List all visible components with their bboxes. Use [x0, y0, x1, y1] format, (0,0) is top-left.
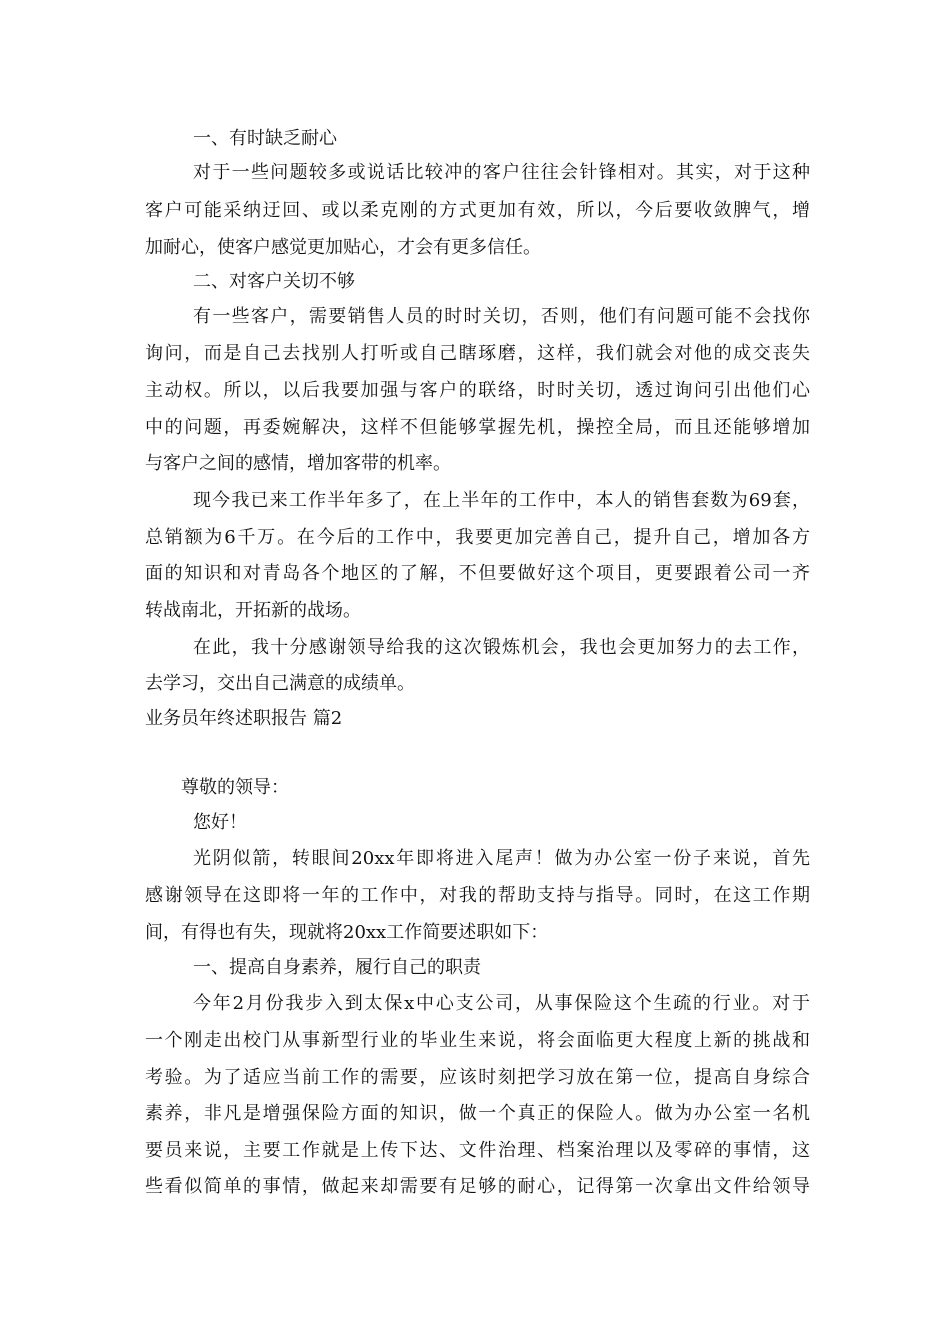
- paragraph-line: 一个刚走出校门从事新型行业的毕业生来说，将会面临更大程度上新的挑战和: [145, 1030, 810, 1051]
- paragraph-line: 有一些客户，需要销售人员的时时关切，否则，他们有问题可能不会找你: [193, 306, 810, 327]
- heading-improve-quality: 一、提高自身素养，履行自己的职责: [193, 957, 481, 978]
- paragraph-line: 感谢领导在这即将一年的工作中，对我的帮助支持与指导。同时，在这工作期: [145, 885, 810, 906]
- paragraph-line: 客户可能采纳迂回、或以柔克刚的方式更加有效，所以，今后要收敛脾气，增: [145, 200, 810, 221]
- heading-lack-patience: 一、有时缺乏耐心: [193, 128, 337, 149]
- paragraph-line: 考验。为了适应当前工作的需要，应该时刻把学习放在第一位，提高自身综合: [145, 1067, 810, 1088]
- paragraph-line: 些看似简单的事情，做起来却需要有足够的耐心，记得第一次拿出文件给领导: [145, 1176, 810, 1197]
- paragraph-line: 在此，我十分感谢领导给我的这次锻炼机会，我也会更加努力的去工作，: [193, 637, 810, 658]
- paragraph-line: 去学习，交出自己满意的成绩单。: [145, 673, 415, 694]
- paragraph-line: 主动权。所以，以后我要加强与客户的联络，时时关切，透过询问引出他们心: [145, 380, 810, 401]
- paragraph-line: 素养，非凡是增强保险方面的知识，做一个真正的保险人。做为办公室一名机: [145, 1103, 810, 1124]
- paragraph-line: 中的问题，再委婉解决，这样不但能够掌握先机，操控全局，而且还能够增加: [145, 417, 810, 438]
- salutation: 尊敬的领导：: [181, 777, 289, 798]
- paragraph-line: 现今我已来工作半年多了，在上半年的工作中，本人的销售套数为69套，: [193, 490, 810, 511]
- paragraph-line: 总销额为6千万。在今后的工作中，我要更加完善自己，提升自己，增加各方: [145, 527, 810, 548]
- paragraph-line: 加耐心，使客户感觉更加贴心，才会有更多信任。: [145, 237, 541, 258]
- paragraph-line: 面的知识和对青岛各个地区的了解，不但要做好这个项目，更要跟着公司一齐: [145, 563, 810, 584]
- paragraph-line: 要员来说，主要工作就是上传下达、文件治理、档案治理以及零碎的事情，这: [145, 1140, 810, 1161]
- paragraph-line: 光阴似箭，转眼间20xx年即将进入尾声！做为办公室一份子来说，首先: [193, 848, 810, 869]
- heading-customer-care: 二、对客户关切不够: [193, 271, 355, 292]
- paragraph-line: 今年2月份我步入到太保x中心支公司，从事保险这个生疏的行业。对于: [193, 993, 810, 1014]
- report-title: 业务员年终述职报告 篇2: [145, 708, 343, 729]
- paragraph-line: 询问，而是自己去找别人打听或自己瞎琢磨，这样，我们就会对他的成交丧失: [145, 343, 810, 364]
- greeting: 您好！: [193, 812, 247, 833]
- paragraph-line: 与客户之间的感情，增加客带的机率。: [145, 453, 451, 474]
- paragraph-line: 转战南北，开拓新的战场。: [145, 600, 361, 621]
- paragraph-line: 间，有得也有失，现就将20xx工作简要述职如下：: [145, 922, 549, 943]
- paragraph-line: 对于一些问题较多或说话比较冲的客户往往会针锋相对。其实，对于这种: [193, 162, 810, 183]
